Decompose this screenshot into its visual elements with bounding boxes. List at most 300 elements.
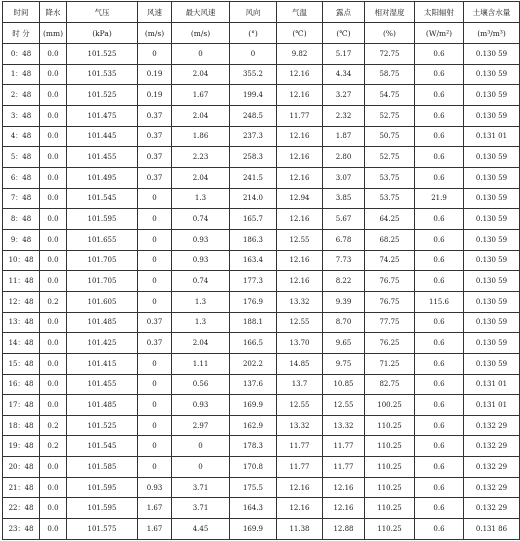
cell-time: 12：48 [3,291,40,312]
header-wind-speed: 风速 [138,2,172,23]
table-row [3,85,520,106]
cell-precipitation: 0.0 [40,209,67,230]
cell-temperature: 12.16 [277,209,323,230]
cell-soil-moisture: 0.130 59 [464,167,520,188]
table-row [3,436,520,457]
cell-soil-moisture: 0.130 59 [464,229,520,250]
cell-pressure: 101.595 [67,477,138,498]
cell-temperature: 12.16 [277,167,323,188]
cell-time: 22：48 [3,498,40,519]
cell-soil-moisture: 0.130 59 [464,64,520,85]
cell-time: 17：48 [3,395,40,416]
units-row [3,23,520,44]
cell-temperature: 13.7 [277,374,323,395]
weather-data-table [2,1,520,540]
cell-wind-speed: 0 [138,457,172,478]
cell-wind-speed: 0.37 [138,126,172,147]
cell-solar-radiation: 0.6 [415,126,464,147]
cell-pressure: 101.705 [67,250,138,271]
table-row [3,188,520,209]
cell-soil-moisture: 0.130 59 [464,312,520,333]
cell-solar-radiation: 115.6 [415,291,464,312]
cell-relative-humidity: 53.75 [365,167,415,188]
cell-relative-humidity: 52.75 [365,147,415,168]
cell-wind-speed: 0 [138,436,172,457]
header-soil-moisture: 土壤含水量 [464,2,520,23]
header-max-wind-speed: 最大风速 [172,2,230,23]
cell-solar-radiation: 0.6 [415,374,464,395]
cell-wind-direction: 214.0 [230,188,277,209]
cell-pressure: 101.545 [67,436,138,457]
cell-solar-radiation: 0.6 [415,498,464,519]
cell-temperature: 11.77 [277,436,323,457]
cell-soil-moisture: 0.130 59 [464,250,520,271]
cell-dew-point: 12.16 [323,477,365,498]
cell-relative-humidity: 52.75 [365,105,415,126]
cell-dew-point: 12.55 [323,395,365,416]
header-temperature: 气温 [277,2,323,23]
cell-solar-radiation: 0.6 [415,271,464,292]
cell-soil-moisture: 0.132 29 [464,477,520,498]
cell-solar-radiation: 0.6 [415,415,464,436]
table-row [3,147,520,168]
cell-soil-moisture: 0.130 59 [464,105,520,126]
unit-dew-point: (℃) [323,23,365,44]
cell-wind-direction: 165.7 [230,209,277,230]
cell-relative-humidity: 50.75 [365,126,415,147]
cell-precipitation: 0.0 [40,395,67,416]
cell-wind-direction: 241.5 [230,167,277,188]
cell-max-wind-speed: 0 [172,457,230,478]
cell-temperature: 12.16 [277,126,323,147]
cell-temperature: 14.85 [277,353,323,374]
cell-solar-radiation: 0.6 [415,64,464,85]
cell-precipitation: 0.2 [40,415,67,436]
cell-max-wind-speed: 1.3 [172,291,230,312]
cell-relative-humidity: 82.75 [365,374,415,395]
unit-solar-radiation: (W/m²) [415,23,464,44]
cell-max-wind-speed: 0 [172,436,230,457]
cell-time: 19：48 [3,436,40,457]
cell-dew-point: 13.32 [323,415,365,436]
cell-solar-radiation: 0.6 [415,44,464,65]
cell-wind-direction: 162.9 [230,415,277,436]
table-row [3,64,520,85]
cell-temperature: 12.94 [277,188,323,209]
cell-precipitation: 0.0 [40,374,67,395]
cell-dew-point: 3.85 [323,188,365,209]
cell-max-wind-speed: 3.71 [172,477,230,498]
cell-pressure: 101.605 [67,291,138,312]
cell-relative-humidity: 110.25 [365,477,415,498]
cell-relative-humidity: 54.75 [365,85,415,106]
cell-max-wind-speed: 0.93 [172,229,230,250]
cell-wind-direction: 176.9 [230,291,277,312]
header-relative-humidity: 相对湿度 [365,2,415,23]
unit-wind-direction: (°) [230,23,277,44]
table-row [3,209,520,230]
cell-soil-moisture: 0.130 59 [464,44,520,65]
cell-dew-point: 11.77 [323,457,365,478]
cell-solar-radiation: 0.6 [415,353,464,374]
cell-pressure: 101.525 [67,44,138,65]
cell-pressure: 101.585 [67,457,138,478]
cell-time: 10：48 [3,250,40,271]
cell-temperature: 13.32 [277,415,323,436]
unit-pressure: (kPa) [67,23,138,44]
cell-time: 20：48 [3,457,40,478]
cell-wind-direction: 177.3 [230,271,277,292]
cell-pressure: 101.525 [67,415,138,436]
cell-solar-radiation: 0.6 [415,477,464,498]
cell-time: 21：48 [3,477,40,498]
cell-wind-direction: 164.3 [230,498,277,519]
cell-solar-radiation: 0.6 [415,333,464,354]
cell-max-wind-speed: 3.71 [172,498,230,519]
cell-time: 8：48 [3,209,40,230]
cell-pressure: 101.535 [67,64,138,85]
cell-dew-point: 12.88 [323,519,365,540]
table-row [3,333,520,354]
cell-relative-humidity: 110.25 [365,498,415,519]
cell-wind-direction: 137.6 [230,374,277,395]
cell-wind-direction: 186.3 [230,229,277,250]
cell-temperature: 12.16 [277,271,323,292]
table-row [3,312,520,333]
cell-wind-speed: 0 [138,374,172,395]
cell-relative-humidity: 110.25 [365,519,415,540]
cell-soil-moisture: 0.130 59 [464,85,520,106]
table-row [3,457,520,478]
cell-soil-moisture: 0.132 29 [464,457,520,478]
cell-dew-point: 4.34 [323,64,365,85]
cell-relative-humidity: 100.25 [365,395,415,416]
cell-wind-speed: 0.37 [138,105,172,126]
cell-max-wind-speed: 0 [172,44,230,65]
cell-temperature: 12.16 [277,498,323,519]
cell-temperature: 12.16 [277,85,323,106]
cell-max-wind-speed: 2.97 [172,415,230,436]
header-time: 时间 [3,2,40,23]
cell-dew-point: 8.22 [323,271,365,292]
cell-solar-radiation: 0.6 [415,250,464,271]
cell-time: 7：48 [3,188,40,209]
cell-wind-direction: 175.5 [230,477,277,498]
cell-pressure: 101.475 [67,105,138,126]
cell-precipitation: 0.0 [40,353,67,374]
cell-pressure: 101.655 [67,229,138,250]
cell-wind-speed: 0 [138,44,172,65]
cell-relative-humidity: 74.25 [365,250,415,271]
unit-soil-moisture: (m³/m³) [464,23,520,44]
table-header [3,2,520,44]
cell-precipitation: 0.0 [40,519,67,540]
cell-time: 16：48 [3,374,40,395]
cell-temperature: 11.38 [277,519,323,540]
table-row [3,126,520,147]
cell-precipitation: 0.0 [40,188,67,209]
cell-solar-radiation: 0.6 [415,395,464,416]
cell-relative-humidity: 110.25 [365,457,415,478]
cell-dew-point: 6.78 [323,229,365,250]
cell-wind-direction: 237.3 [230,126,277,147]
cell-wind-speed: 0 [138,188,172,209]
cell-temperature: 11.77 [277,105,323,126]
cell-dew-point: 7.73 [323,250,365,271]
cell-time: 11：48 [3,271,40,292]
cell-soil-moisture: 0.131 01 [464,374,520,395]
table-row [3,271,520,292]
cell-max-wind-speed: 0.93 [172,395,230,416]
cell-temperature: 12.16 [277,147,323,168]
cell-solar-radiation: 0.6 [415,209,464,230]
table-row [3,229,520,250]
cell-wind-speed: 1.67 [138,498,172,519]
table-row [3,519,520,540]
cell-pressure: 101.485 [67,395,138,416]
cell-temperature: 13.32 [277,291,323,312]
cell-dew-point: 9.65 [323,333,365,354]
cell-dew-point: 1.87 [323,126,365,147]
cell-precipitation: 0.0 [40,498,67,519]
cell-precipitation: 0.2 [40,436,67,457]
cell-precipitation: 0.0 [40,147,67,168]
cell-soil-moisture: 0.130 59 [464,209,520,230]
cell-precipitation: 0.0 [40,312,67,333]
cell-temperature: 12.55 [277,312,323,333]
table-row [3,498,520,519]
cell-soil-moisture: 0.130 59 [464,188,520,209]
cell-pressure: 101.455 [67,147,138,168]
cell-time: 4：48 [3,126,40,147]
cell-wind-speed: 0.19 [138,64,172,85]
cell-dew-point: 3.27 [323,85,365,106]
cell-solar-radiation: 21.9 [415,188,464,209]
cell-max-wind-speed: 2.04 [172,64,230,85]
cell-precipitation: 0.0 [40,477,67,498]
cell-wind-direction: 355.2 [230,64,277,85]
cell-temperature: 9.82 [277,44,323,65]
cell-pressure: 101.485 [67,312,138,333]
cell-wind-direction: 258.3 [230,147,277,168]
table-row [3,105,520,126]
cell-relative-humidity: 77.75 [365,312,415,333]
cell-soil-moisture: 0.130 59 [464,353,520,374]
cell-temperature: 12.16 [277,477,323,498]
cell-max-wind-speed: 1.86 [172,126,230,147]
cell-relative-humidity: 68.25 [365,229,415,250]
cell-pressure: 101.525 [67,85,138,106]
unit-precipitation: (mm) [40,23,67,44]
unit-relative-humidity: (%) [365,23,415,44]
cell-dew-point: 10.85 [323,374,365,395]
cell-solar-radiation: 0.6 [415,105,464,126]
cell-relative-humidity: 58.75 [365,64,415,85]
cell-precipitation: 0.0 [40,64,67,85]
cell-time: 23：48 [3,519,40,540]
cell-wind-direction: 0 [230,44,277,65]
cell-max-wind-speed: 1.11 [172,353,230,374]
cell-solar-radiation: 0.6 [415,147,464,168]
cell-soil-moisture: 0.131 01 [464,395,520,416]
header-solar-radiation: 太阳辐射 [415,2,464,23]
cell-temperature: 12.16 [277,250,323,271]
cell-solar-radiation: 0.6 [415,436,464,457]
cell-dew-point: 5.17 [323,44,365,65]
cell-wind-speed: 0 [138,353,172,374]
unit-max-wind-speed: (m/s) [172,23,230,44]
cell-relative-humidity: 76.75 [365,271,415,292]
cell-time: 14：48 [3,333,40,354]
cell-precipitation: 0.0 [40,85,67,106]
cell-precipitation: 0.0 [40,229,67,250]
table-row [3,44,520,65]
cell-soil-moisture: 0.131 01 [464,126,520,147]
cell-pressure: 101.545 [67,188,138,209]
cell-relative-humidity: 110.25 [365,436,415,457]
cell-dew-point: 11.77 [323,436,365,457]
cell-soil-moisture: 0.132 29 [464,436,520,457]
cell-precipitation: 0.0 [40,457,67,478]
cell-wind-direction: 202.2 [230,353,277,374]
cell-pressure: 101.705 [67,271,138,292]
cell-soil-moisture: 0.130 59 [464,291,520,312]
cell-soil-moisture: 0.131 86 [464,519,520,540]
cell-solar-radiation: 0.6 [415,312,464,333]
cell-pressure: 101.575 [67,519,138,540]
cell-time: 2：48 [3,85,40,106]
table-row [3,250,520,271]
cell-precipitation: 0.0 [40,167,67,188]
cell-temperature: 11.77 [277,457,323,478]
cell-max-wind-speed: 1.67 [172,85,230,106]
cell-max-wind-speed: 2.04 [172,167,230,188]
cell-dew-point: 8.70 [323,312,365,333]
cell-max-wind-speed: 0.56 [172,374,230,395]
cell-wind-direction: 169.9 [230,395,277,416]
cell-soil-moisture: 0.130 59 [464,271,520,292]
cell-relative-humidity: 64.25 [365,209,415,230]
table-row [3,415,520,436]
cell-time: 3：48 [3,105,40,126]
cell-pressure: 101.445 [67,126,138,147]
header-wind-direction: 风向 [230,2,277,23]
cell-precipitation: 0.0 [40,44,67,65]
cell-max-wind-speed: 1.3 [172,188,230,209]
cell-solar-radiation: 0.6 [415,229,464,250]
cell-dew-point: 9.75 [323,353,365,374]
cell-max-wind-speed: 0.74 [172,209,230,230]
cell-precipitation: 0.0 [40,126,67,147]
cell-wind-speed: 0.37 [138,147,172,168]
cell-wind-speed: 0.93 [138,477,172,498]
cell-temperature: 12.55 [277,229,323,250]
cell-solar-radiation: 0.6 [415,519,464,540]
table-row [3,291,520,312]
cell-time: 18：48 [3,415,40,436]
cell-max-wind-speed: 4.45 [172,519,230,540]
cell-pressure: 101.595 [67,209,138,230]
cell-soil-moisture: 0.130 59 [464,147,520,168]
cell-max-wind-speed: 0.93 [172,250,230,271]
cell-relative-humidity: 110.25 [365,415,415,436]
cell-wind-speed: 0.37 [138,312,172,333]
cell-time: 1：48 [3,64,40,85]
header-pressure: 气压 [67,2,138,23]
cell-wind-speed: 1.67 [138,519,172,540]
cell-precipitation: 0.0 [40,271,67,292]
cell-wind-speed: 0.37 [138,167,172,188]
cell-wind-speed: 0 [138,209,172,230]
cell-soil-moisture: 0.130 59 [464,333,520,354]
unit-time: 时 分 [3,23,40,44]
cell-wind-speed: 0 [138,291,172,312]
unit-wind-speed: (m/s) [138,23,172,44]
table-row [3,395,520,416]
cell-wind-direction: 166.5 [230,333,277,354]
cell-time: 5：48 [3,147,40,168]
cell-wind-direction: 178.3 [230,436,277,457]
cell-relative-humidity: 76.25 [365,333,415,354]
cell-wind-direction: 163.4 [230,250,277,271]
header-dew-point: 露点 [323,2,365,23]
cell-dew-point: 3.07 [323,167,365,188]
header-precipitation: 降水 [40,2,67,23]
cell-time: 15：48 [3,353,40,374]
cell-soil-moisture: 0.132 29 [464,415,520,436]
cell-pressure: 101.455 [67,374,138,395]
cell-temperature: 12.55 [277,395,323,416]
cell-precipitation: 0.0 [40,250,67,271]
table-row [3,477,520,498]
cell-time: 9：48 [3,229,40,250]
table-row [3,353,520,374]
cell-wind-speed: 0 [138,250,172,271]
cell-wind-direction: 169.9 [230,519,277,540]
cell-solar-radiation: 0.6 [415,167,464,188]
cell-precipitation: 0.2 [40,291,67,312]
cell-max-wind-speed: 1.3 [172,312,230,333]
cell-max-wind-speed: 0.74 [172,271,230,292]
cell-dew-point: 2.32 [323,105,365,126]
cell-dew-point: 12.16 [323,498,365,519]
cell-relative-humidity: 72.75 [365,44,415,65]
cell-max-wind-speed: 2.23 [172,147,230,168]
cell-solar-radiation: 0.6 [415,85,464,106]
cell-relative-humidity: 71.25 [365,353,415,374]
table-row [3,374,520,395]
cell-precipitation: 0.0 [40,333,67,354]
unit-temperature: (℃) [277,23,323,44]
cell-dew-point: 2.80 [323,147,365,168]
cell-time: 0：48 [3,44,40,65]
cell-wind-direction: 248.5 [230,105,277,126]
cell-wind-direction: 188.1 [230,312,277,333]
cell-wind-speed: 0.19 [138,85,172,106]
cell-time: 6：48 [3,167,40,188]
cell-time: 13：48 [3,312,40,333]
cell-relative-humidity: 53.75 [365,188,415,209]
cell-temperature: 13.70 [277,333,323,354]
cell-relative-humidity: 76.75 [365,291,415,312]
header-row [3,2,520,23]
cell-pressure: 101.495 [67,167,138,188]
cell-max-wind-speed: 2.04 [172,333,230,354]
cell-wind-speed: 0.37 [138,333,172,354]
cell-soil-moisture: 0.132 29 [464,498,520,519]
cell-wind-direction: 170.8 [230,457,277,478]
cell-precipitation: 0.0 [40,105,67,126]
